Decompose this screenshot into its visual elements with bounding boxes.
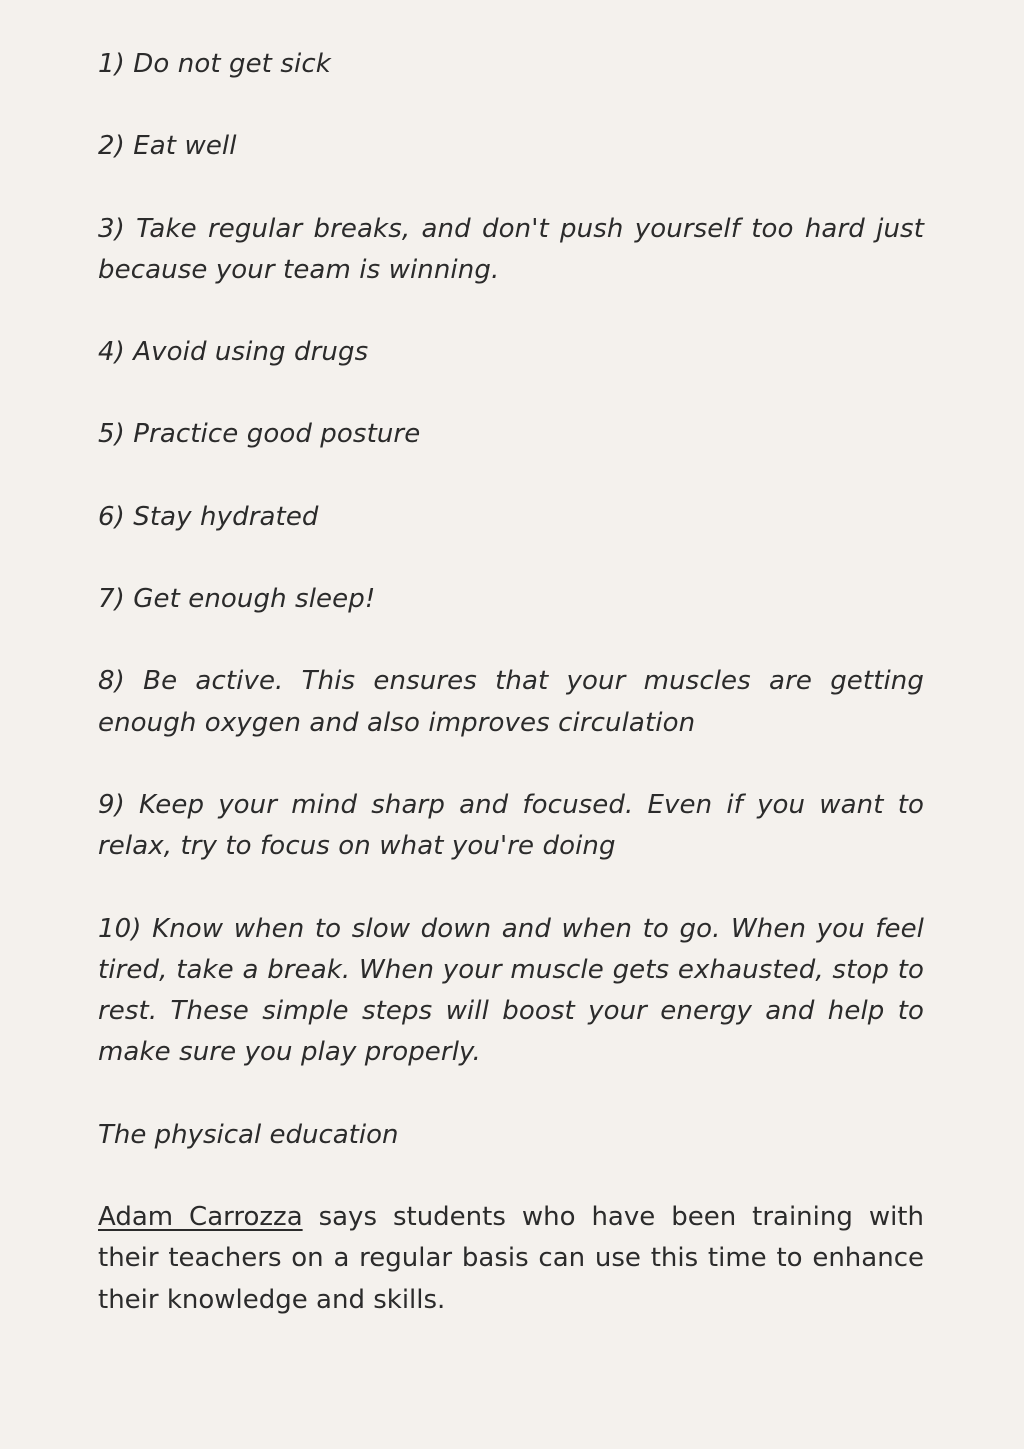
list-item-2: 2) Eat well	[98, 131, 237, 162]
section-heading: The physical education	[98, 1119, 399, 1150]
body-paragraph	[98, 1197, 924, 1321]
list-item-7: 7) Get enough sleep!	[98, 584, 376, 615]
list-item-1: 1) Do not get sick	[98, 49, 331, 79]
author-link[interactable]: Adam Carrozza	[98, 1202, 303, 1233]
list-item-5: 5) Practice good posture	[98, 419, 421, 450]
list-item-3: 3) Take regular breaks, and don't push yourself too hard just because your team is winning.	[98, 213, 924, 285]
document-page	[98, 44, 924, 1321]
list-item-9: 9) Keep your mind sharp and focused. Even if you want to relax, try to focus on what you're doing	[98, 789, 924, 862]
list-item-6: 6) Stay hydrated	[98, 501, 319, 532]
list-item-8: 8) Be active. This ensures that your muscles are getting enough oxygen and also improves circulation	[98, 666, 924, 738]
paragraph-text: says students who have been training with their teachers on a regular basis can use this time to enhance their knowledge and skills.	[98, 1202, 924, 1315]
list-item-10: 10) Know when to slow down and when to go. When you feel tired, take a break. When your muscle gets exhausted, stop to rest. These simple steps will boost your energy and help to make sure you play properly.	[98, 913, 924, 1068]
list-item-4: 4) Avoid using drugs	[98, 337, 369, 368]
